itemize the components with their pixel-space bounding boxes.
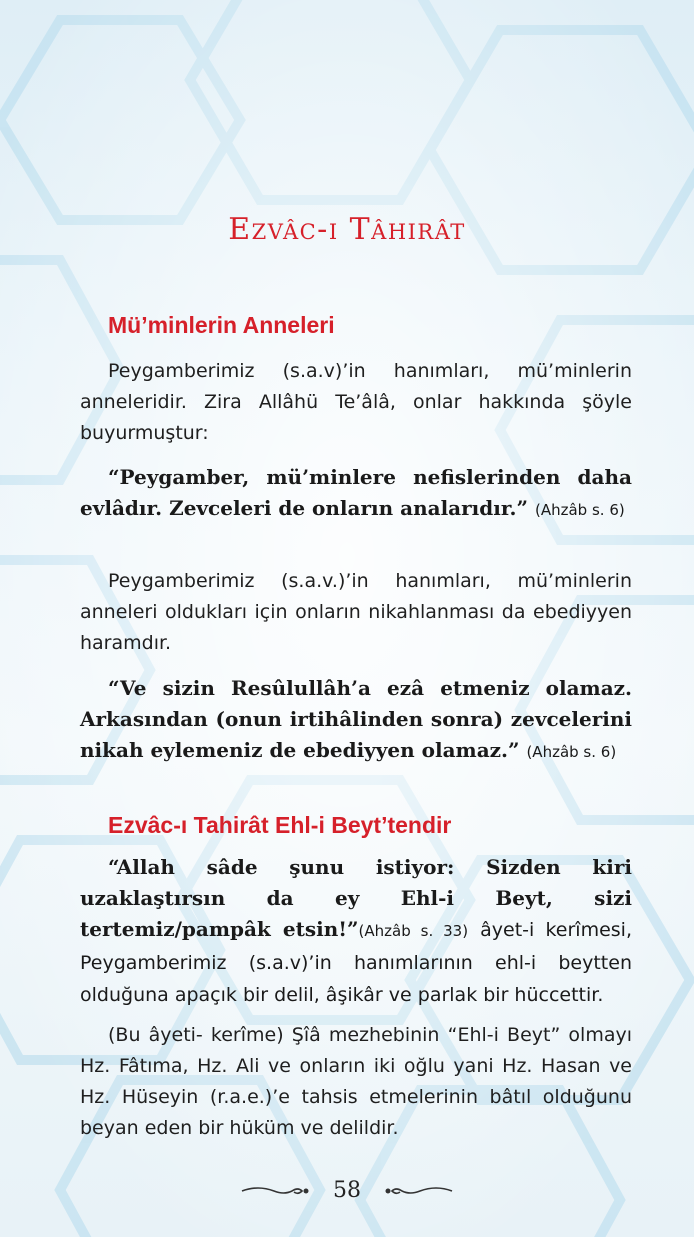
paragraph-2-text: Peygamberimiz (s.a.v.)’in hanımları, mü’minlerin anneleri oldukları için onların nikahlanması da ebediyyen haramdır. [80, 570, 632, 654]
page-footer [0, 1178, 694, 1203]
verse-1-reference: (Ahzâb s. 6) [535, 501, 625, 519]
paragraph-3-text: (Bu âyeti- kerîme) Şîâ mezhebinin “Ehl-i Beyt” olmayı Hz. Fâtıma, Hz. Ali ve onların iki oğlu yani Hz. Hasan ve Hz. Hüseyin (r.a.e.)’e tahsis etmelerinin bâtıl olduğunu beyan eden bir hüküm ve delildir. [80, 1024, 632, 1139]
paragraph-1-text: Peygamberimiz (s.a.v)’in hanımları, mü’minlerin anneleridir. Zira Allâhü Te’âlâ, onlar hakkında şöyle buyurmuştur: [80, 360, 632, 444]
verse-1-text: “Peygamber, mü’minlere nefislerinden daha evlâdır. Zevceleri de onların analarıdır.” [80, 465, 632, 520]
page-number: 58 [333, 1178, 361, 1203]
verse-2-reference: (Ahzâb s. 6) [526, 743, 617, 761]
verse-3-reference: (Ahzâb s. 33) [358, 922, 469, 940]
paragraph-2 [80, 566, 632, 659]
section-heading-ehl-i-beyt: Ezvâc-ı Tahirât Ehl-i Beyt’tendir [108, 812, 452, 838]
verse-2 [80, 673, 632, 768]
verse-3-continuation: âyet-i kerîmesi, Peygamberimiz (s.a.v)’in hanımlarının ehl-i beytten olduğuna apaçık bir delil, âşikâr ve parlak bir hüccettir. [80, 919, 632, 1006]
right-ornament-icon [382, 1183, 454, 1199]
paragraph-3 [80, 1020, 632, 1144]
left-ornament-icon [240, 1183, 312, 1199]
verse-2-text: “Ve sizin Resûlullâh’a ezâ etmeniz olamaz. Arkasından (onun irtihâlinden sonra) zevcelerini nikah eylemeniz de ebediyyen olamaz.” [80, 676, 632, 762]
page-title: Ezvâc-ı Tâhirât [228, 212, 466, 247]
section-heading-muminlerin-anneleri: Mü’minlerin Anneleri [108, 312, 335, 338]
verse-1 [80, 462, 632, 526]
verse-3-text: “Allah sâde şunu istiyor: Sizden kiri uzaklaştırsın da ey Ehl-i Beyt, sizi tertemiz/pampâk etsin!” [80, 855, 632, 941]
verse-3 [80, 852, 632, 1011]
paragraph-1 [80, 356, 632, 449]
